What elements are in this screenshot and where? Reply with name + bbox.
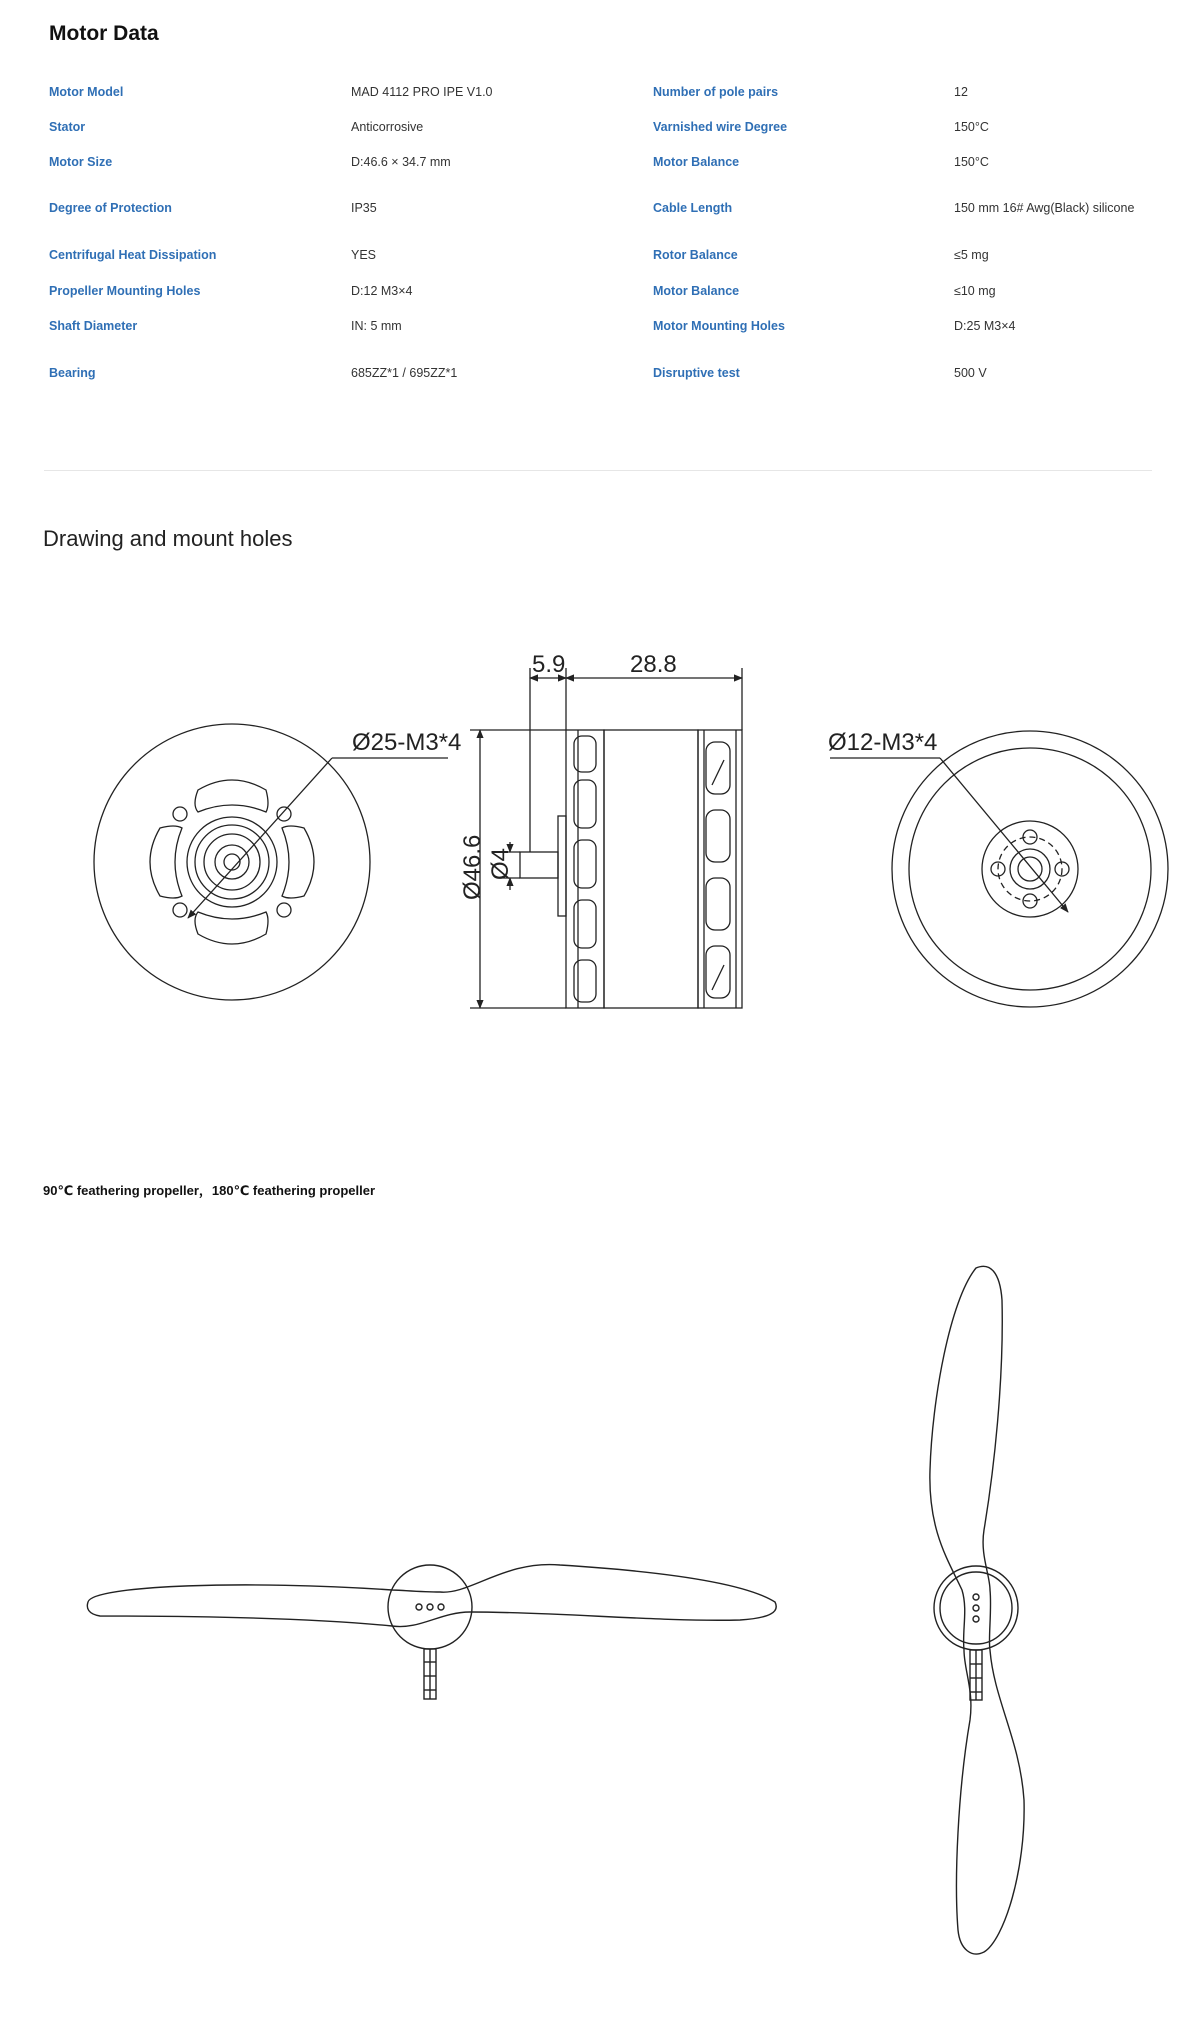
spec-key: Rotor Balance bbox=[653, 248, 738, 262]
spec-value: 150°C bbox=[954, 155, 989, 169]
spec-value: MAD 4112 PRO IPE V1.0 bbox=[351, 85, 493, 99]
mount-holes-bottom-label: Ø25-M3*4 bbox=[352, 729, 462, 756]
spec-value: D:12 M3×4 bbox=[351, 284, 413, 298]
spec-key: Varnished wire Degree bbox=[653, 120, 788, 134]
propeller-vertical bbox=[930, 1266, 1024, 1954]
spec-key: Stator bbox=[49, 120, 86, 134]
spec-value: ≤10 mg bbox=[954, 284, 996, 298]
spec-key: Motor Size bbox=[49, 155, 113, 169]
dimension-diameter: Ø46.6 bbox=[459, 834, 486, 900]
spec-key: Motor Balance bbox=[653, 284, 740, 298]
spec-value: 685ZZ*1 / 695ZZ*1 bbox=[351, 366, 458, 380]
drawing-section-title: Drawing and mount holes bbox=[43, 526, 293, 551]
motor-data-title: Motor Data bbox=[49, 22, 159, 45]
spec-key: Bearing bbox=[49, 366, 96, 380]
spec-value: 12 bbox=[954, 85, 968, 99]
spec-key: Degree of Protection bbox=[49, 201, 172, 215]
spec-value: IP35 bbox=[351, 201, 377, 215]
spec-key: Number of pole pairs bbox=[653, 85, 779, 99]
spec-value: D:25 M3×4 bbox=[954, 319, 1016, 333]
spec-value: IN: 5 mm bbox=[351, 319, 402, 333]
spec-value: 500 V bbox=[954, 366, 987, 380]
spec-value: YES bbox=[351, 248, 377, 262]
spec-key: Centrifugal Heat Dissipation bbox=[49, 248, 217, 262]
spec-value: D:46.6 × 34.7 mm bbox=[351, 155, 451, 169]
dimension-width-a: 5.9 bbox=[532, 651, 566, 678]
dimension-width-b: 28.8 bbox=[630, 651, 677, 678]
spec-key: Shaft Diameter bbox=[49, 319, 138, 333]
spec-key: Propeller Mounting Holes bbox=[49, 284, 201, 298]
spec-value: 150 mm 16# Awg(Black) silicone bbox=[954, 201, 1135, 215]
spec-key: Motor Mounting Holes bbox=[653, 319, 785, 333]
propeller-horizontal bbox=[87, 1565, 776, 1699]
dimension-shaft: Ø4 bbox=[487, 847, 514, 880]
spec-value: Anticorrosive bbox=[351, 120, 424, 134]
spec-key: Motor Model bbox=[49, 85, 124, 99]
mount-holes-top-label: Ø12-M3*4 bbox=[828, 729, 938, 756]
spec-value: 150°C bbox=[954, 120, 989, 134]
propeller-caption: 90℃ feathering propeller，180℃ feathering propeller bbox=[43, 1183, 376, 1198]
spec-key: Cable Length bbox=[653, 201, 733, 215]
spec-key: Motor Balance bbox=[653, 155, 740, 169]
spec-value: ≤5 mg bbox=[954, 248, 989, 262]
spec-key: Disruptive test bbox=[653, 366, 740, 380]
